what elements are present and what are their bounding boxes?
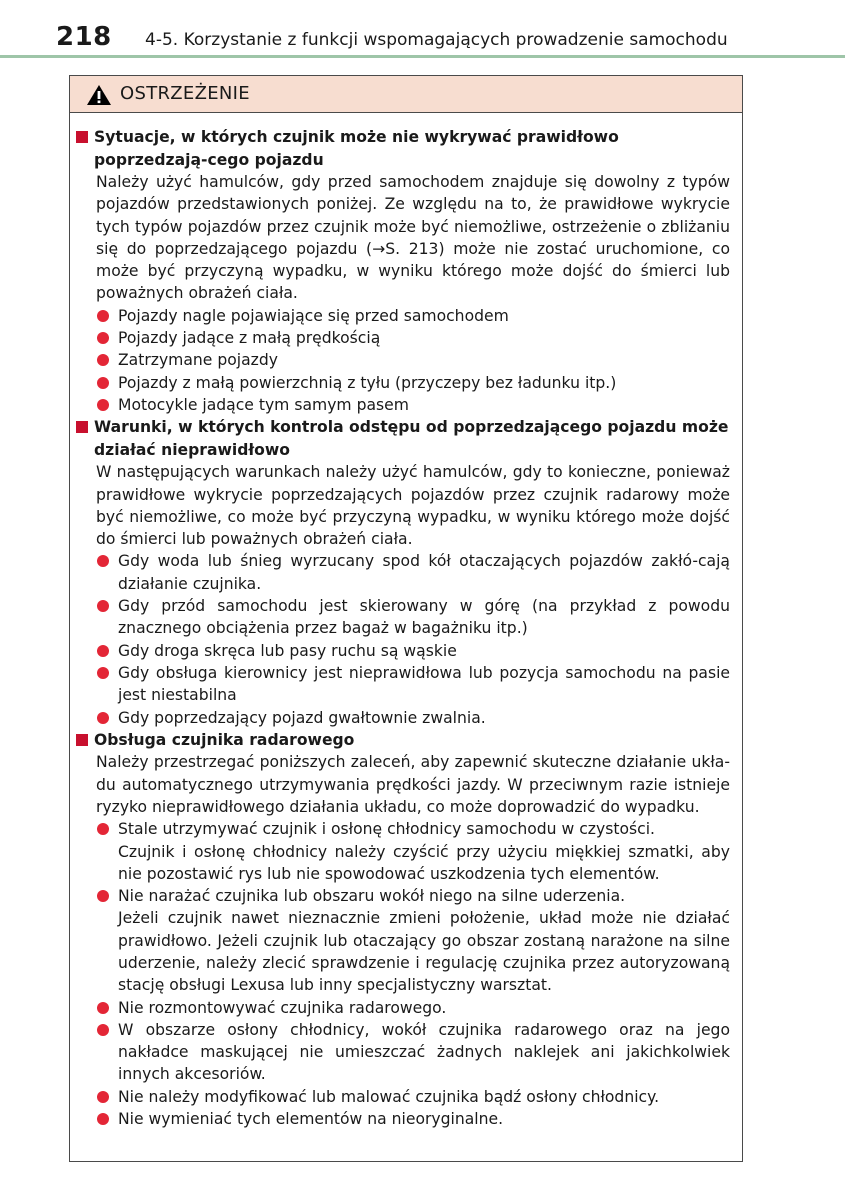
list-item	[70, 394, 744, 416]
list-item-text: Gdy obsługa kierownicy jest nieprawidłowa lub pozycja samochodu na pasie jest niestabilna	[118, 663, 730, 705]
section-intro: W następujących warunkach należy użyć hamulców, gdy to konieczne, ponieważ prawidłowe wykrycie poprzedzających pojazdów przez czujnik radarowy może być niemożliwe, co może być przyczyną wypadku, w wyniku którego może dojść do śmierci lub poważnych obrażeń ciała.	[96, 463, 730, 549]
red-bullet-icon	[97, 310, 109, 322]
list-item-text: Pojazdy z małą powierzchnią z tyłu (przyczepy bez ładunku itp.)	[118, 373, 617, 392]
red-bullet-icon	[97, 1002, 109, 1014]
list-item-text: W obszarze osłony chłodnicy, wokół czujnika radarowego oraz na jego nakładce maskującej nie umieszczać żadnych naklejek ani jakichkolwiek innych akcesoriów.	[118, 1020, 730, 1084]
list-item-text: Nie należy modyfikować lub malować czujnika bądź osłony chłodnicy.	[118, 1087, 660, 1106]
list-item	[70, 550, 744, 595]
section-heading-text: Sytuacje, w których czujnik może nie wykrywać prawidłowo poprzedzają-cego pojazdu	[94, 128, 619, 169]
red-square-icon	[76, 734, 88, 746]
list-item	[70, 662, 744, 707]
section-intro: Należy przestrzegać poniższych zaleceń, aby zapewnić skuteczne działanie ukła-du automatycznego utrzymywania prędkości jazdy. W przeciwnym razie istnieje ryzyko nieprawidłowego działania układu, co może doprowadzić do wypadku.	[96, 753, 730, 816]
warning-content	[70, 126, 744, 1130]
red-bullet-icon	[97, 555, 109, 567]
red-bullet-icon	[97, 823, 109, 835]
list-item-detail: Czujnik i osłonę chłodnicy należy czyścić przy użyciu miękkiej szmatki, aby nie pozostawić rys lub nie spowodować uszkodzenia tych elementów.	[118, 842, 730, 883]
section-undetected-vehicles	[70, 126, 744, 416]
list-item-text: Nie rozmontowywać czujnika radarowego.	[118, 998, 447, 1017]
list-item-text: Nie narażać czujnika lub obszaru wokół niego na silne uderzenia.	[118, 887, 626, 906]
list-item	[70, 997, 744, 1019]
list-item	[70, 372, 744, 394]
section-distance-control-conditions	[70, 416, 744, 729]
list-item	[70, 349, 744, 371]
list-item	[70, 885, 744, 996]
section-radar-sensor-handling	[70, 729, 744, 1131]
list-item-text: Pojazdy jadące z małą prędkością	[118, 329, 381, 348]
warning-title: OSTRZEŻENIE	[120, 83, 250, 104]
red-bullet-icon	[97, 1024, 109, 1036]
page-number: 218	[56, 22, 112, 52]
list-item	[70, 707, 744, 729]
list-item-text: Gdy poprzedzający pojazd gwałtownie zwalnia.	[118, 708, 486, 727]
red-bullet-icon	[97, 600, 109, 612]
warning-box	[69, 75, 743, 1162]
list-item	[70, 1108, 744, 1130]
list-item	[70, 595, 744, 640]
red-bullet-icon	[97, 712, 109, 724]
red-bullet-icon	[97, 399, 109, 411]
list-item	[70, 818, 744, 885]
bullet-list	[70, 305, 744, 416]
list-item-text: Pojazdy nagle pojawiające się przed samochodem	[118, 306, 509, 325]
section-heading-text: Obsługa czujnika radarowego	[94, 730, 355, 749]
red-square-icon	[76, 421, 88, 433]
list-item-text: Gdy woda lub śnieg wyrzucany spod kół otaczających pojazdów zakłó-cają działanie czujnika.	[118, 552, 730, 593]
section-intro: Należy użyć hamulców, gdy przed samochodem znajduje się dowolny z typów pojazdów przedstawionych poniżej. Ze względu na to, że prawidłowe wykrycie tych typów pojazdów przez czujnik może być niemożliwe, ostrzeżenie o zbliżaniu się do poprzedzającego pojazdu (→S. 213) może nie zostać uruchomione, co może być przyczyną wypadku, w wyniku którego może dojść do śmierci lub poważnych obrażeń ciała.	[96, 173, 730, 303]
red-square-icon	[76, 131, 88, 143]
list-item	[70, 1086, 744, 1108]
red-bullet-icon	[97, 890, 109, 902]
red-bullet-icon	[97, 1091, 109, 1103]
list-item-text: Stale utrzymywać czujnik i osłonę chłodnicy samochodu w czystości.	[118, 820, 655, 839]
red-bullet-icon	[97, 332, 109, 344]
header-divider	[0, 55, 845, 58]
list-item-text: Nie wymieniać tych elementów na nieoryginalne.	[118, 1110, 504, 1129]
warning-triangle-icon	[86, 84, 112, 106]
list-item-text: Zatrzymane pojazdy	[118, 351, 278, 370]
bullet-list	[70, 818, 744, 1130]
list-item	[70, 327, 744, 349]
list-item	[70, 640, 744, 662]
section-heading	[70, 416, 744, 461]
page-header	[0, 0, 845, 60]
bullet-list	[70, 550, 744, 728]
red-bullet-icon	[97, 645, 109, 657]
section-heading-text: Warunki, w których kontrola odstępu od poprzedzającego pojazdu może działać nieprawidłowo	[94, 418, 729, 459]
list-item-text: Gdy droga skręca lub pasy ruchu są wąskie	[118, 641, 457, 660]
section-heading	[70, 729, 744, 752]
list-item	[70, 305, 744, 327]
warning-header	[70, 76, 742, 113]
section-heading	[70, 126, 744, 171]
red-bullet-icon	[97, 1113, 109, 1125]
list-item-text: Gdy przód samochodu jest skierowany w górę (na przykład z powodu znacznego obciążenia przez bagaż w bagażniku itp.)	[118, 597, 730, 638]
list-item-text: Motocykle jadące tym samym pasem	[118, 395, 409, 414]
list-item	[70, 1019, 744, 1086]
red-bullet-icon	[97, 354, 109, 366]
section-title: 4-5. Korzystanie z funkcji wspomagających prowadzenie samochodu	[145, 30, 728, 50]
list-item-detail: Jeżeli czujnik nawet nieznacznie zmieni położenie, układ może nie działać prawidłowo. Jeżeli czujnik lub otaczający go obszar zostaną narażone na silne uderzenie, należy zlecić sprawdzenie i regulację czujnika przez autoryzowaną stację obsługi Lexusa lub inny specjalistyczny warsztat.	[118, 909, 730, 995]
red-bullet-icon	[97, 377, 109, 389]
red-bullet-icon	[97, 667, 109, 679]
